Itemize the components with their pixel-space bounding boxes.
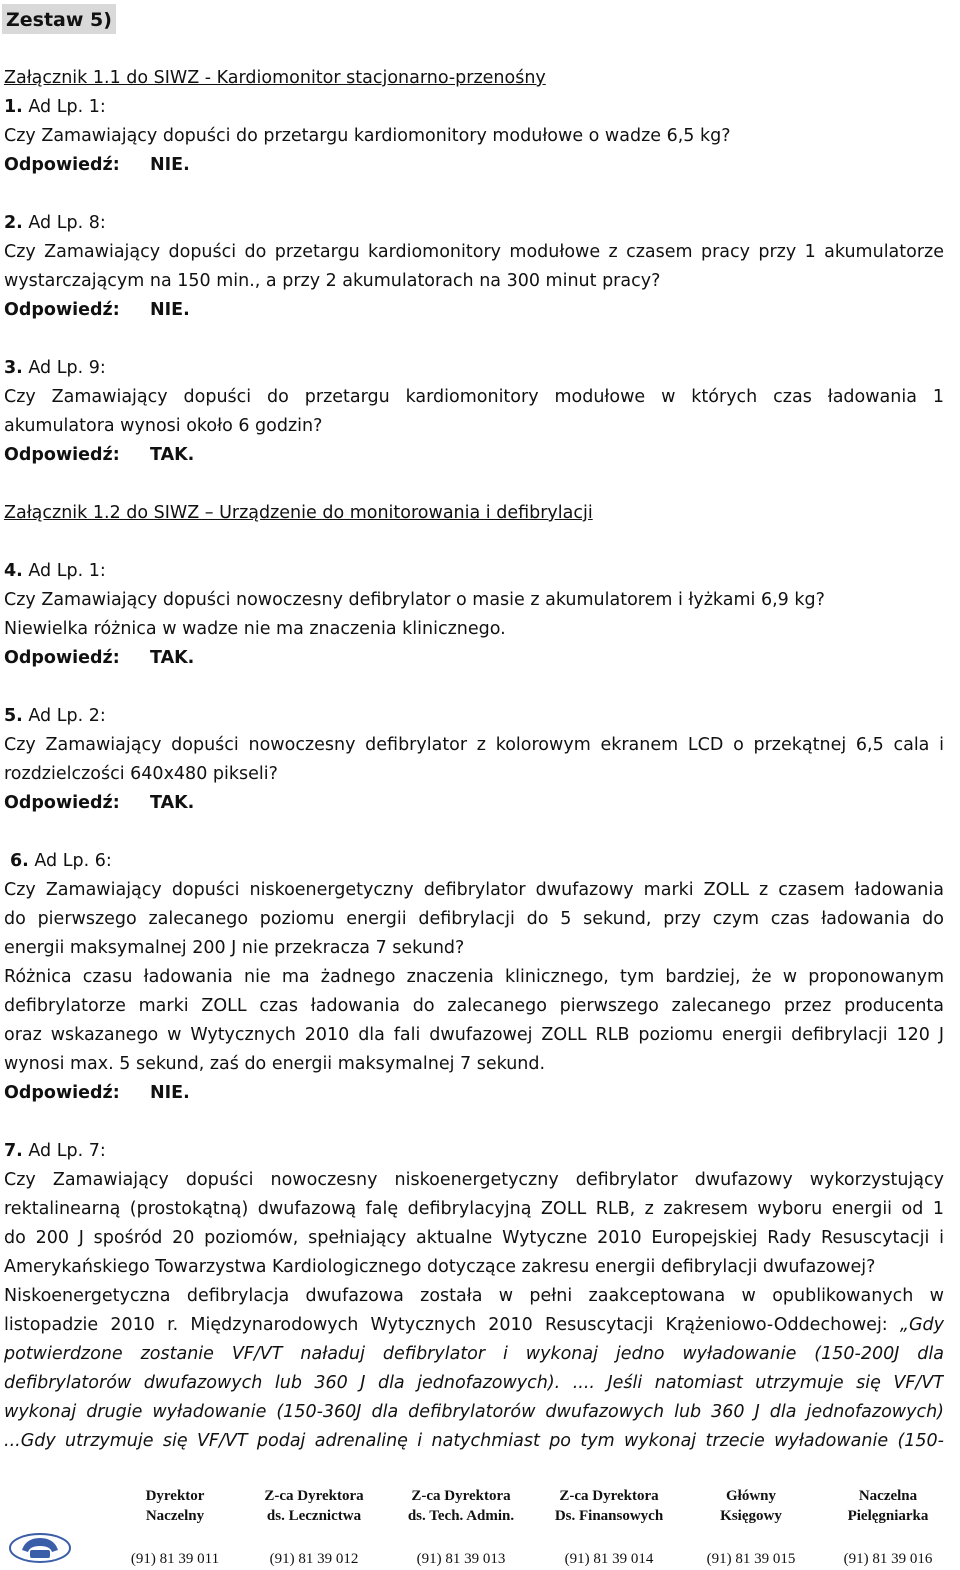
question-7-quote-line: defibrylatorów dwufazowych lub 360 J dla jednofazowych). .... Jeśli natomiast utrzymuje się VF/VT <box>4 1373 944 1393</box>
letterhead-footer <box>0 1478 960 1570</box>
question-5-heading <box>4 702 944 731</box>
question-4-line: Czy Zamawiający dopuści nowoczesny defibrylator o masie z akumulatorem i łyżkami 6,9 kg? <box>4 590 825 610</box>
footer-phone: (91) 81 39 012 <box>269 1551 359 1567</box>
answer-value: TAK. <box>150 445 195 465</box>
footer-col-head-nurse <box>818 1486 958 1526</box>
footer-subtitle: Naczelny <box>145 1508 205 1524</box>
footer-col-deputy-tech <box>391 1486 531 1526</box>
question-3-line: Czy Zamawiający dopuści do przetargu kardiomonitory modułowe w których czas ładowania 1 <box>4 387 944 407</box>
question-5-number: 5. <box>4 706 23 726</box>
question-1-heading <box>4 93 944 122</box>
answer-label: Odpowiedź: <box>4 1083 120 1103</box>
question-6-line: do pierwszego zalecanego poziomu energii defibrylacji do 5 sekund, przy czym czas ładowania do <box>4 909 944 929</box>
question-3-heading <box>4 354 944 383</box>
footer-phone: (91) 81 39 011 <box>130 1551 220 1567</box>
answer-label: Odpowiedź: <box>4 648 120 668</box>
question-5-line: rozdzielczości 640x480 pikseli? <box>4 764 278 784</box>
footer-col-director <box>105 1486 245 1526</box>
question-7-ref: Ad Lp. 7: <box>22 1141 106 1161</box>
answer-value: NIE. <box>150 1083 190 1103</box>
question-4-ref: Ad Lp. 1: <box>22 561 106 581</box>
footer-phone: (91) 81 39 016 <box>843 1551 933 1567</box>
answer-label: Odpowiedź: <box>4 445 120 465</box>
question-7-number: 7. <box>4 1141 23 1161</box>
question-2-heading <box>4 209 944 238</box>
footer-subtitle: ds. Lecznictwa <box>266 1508 362 1524</box>
question-6-line: defibrylatorze marki ZOLL czas ładowania do zalecanego pierwszego zalecanego przez producenta <box>4 996 944 1016</box>
question-6-heading <box>10 847 950 876</box>
set-heading: Zestaw 5) <box>2 4 116 34</box>
question-7-line: Niskoenergetyczna defibrylacja dwufazowa została w pełni zaakceptowana w opublikowanych w <box>4 1286 944 1306</box>
question-6-answer <box>4 1079 944 1108</box>
question-6-line: wynosi max. 5 sekund, zaś do energii maksymalnej 7 sekund. <box>4 1054 546 1074</box>
question-1-answer <box>4 151 944 180</box>
footer-title: Z-ca Dyrektora <box>264 1488 364 1504</box>
footer-subtitle: ds. Tech. Admin. <box>407 1508 515 1524</box>
footer-col-accountant <box>681 1486 821 1526</box>
footer-phone: (91) 81 39 013 <box>416 1551 506 1567</box>
question-6-line: Czy Zamawiający dopuści niskoenergetyczny defibrylator dwufazowy marki ZOLL z czasem ładowania <box>4 880 944 900</box>
question-2-number: 2. <box>4 213 23 233</box>
answer-label: Odpowiedź: <box>4 300 120 320</box>
question-4-heading <box>4 557 944 586</box>
answer-value: NIE. <box>150 300 190 320</box>
question-2-ref: Ad Lp. 8: <box>22 213 106 233</box>
question-1-number: 1. <box>4 97 23 117</box>
question-6-number: 6. <box>10 851 29 871</box>
footer-subtitle: Ds. Finansowych <box>554 1508 664 1524</box>
footer-col-deputy-finance <box>539 1486 679 1526</box>
footer-subtitle: Księgowy <box>720 1508 782 1524</box>
question-7-line: Czy Zamawiający dopuści nowoczesny niskoenergetyczny defibrylator dwufazowy wykorzystujący <box>4 1170 944 1190</box>
question-7-line-mixed <box>4 1311 944 1340</box>
question-2-answer <box>4 296 944 325</box>
question-6-line: Różnica czasu ładowania nie ma żadnego znaczenia klinicznego, tym bardziej, że w proponowanym <box>4 967 944 987</box>
question-3-number: 3. <box>4 358 23 378</box>
question-4-line: Niewielka różnica w wadze nie ma znaczenia klinicznego. <box>4 619 506 639</box>
answer-value: TAK. <box>150 648 195 668</box>
question-7-quote-line: ...Gdy utrzymuje się VF/VT podaj adrenalinę i natychmiast po tym wykonaj trzecie wyładowanie (150- <box>4 1431 944 1451</box>
question-1-ref: Ad Lp. 1: <box>22 97 106 117</box>
question-7-quote-line: wykonaj drugie wyładowanie (150-360J dla defibrylatorów dwufazowych lub 360 J dla jednofazowych) <box>4 1402 944 1422</box>
question-4-answer <box>4 644 944 673</box>
question-6-line: oraz wskazanego w Wytycznych 2010 dla fali dwufazowej ZOLL RLB poziomu energii defibrylacji 120 J <box>4 1025 944 1045</box>
answer-value: NIE. <box>150 155 190 175</box>
question-7-text: listopadzie 2010 r. Międzynarodowych Wytycznych 2010 Resuscytacji Krążeniowo-Oddechowej: <box>4 1315 900 1335</box>
question-3-line: akumulatora wynosi około 6 godzin? <box>4 416 323 436</box>
answer-label: Odpowiedź: <box>4 793 120 813</box>
question-7-line: do 200 J spośród 20 poziomów, spełniający aktualne Wytyczne 2010 Europejskiej Rady Resuscytacji i <box>4 1228 944 1248</box>
footer-phone: (91) 81 39 014 <box>564 1551 654 1567</box>
footer-title: Naczelna <box>858 1488 918 1504</box>
attachment-1-heading: Załącznik 1.1 do SIWZ - Kardiomonitor stacjonarno-przenośny <box>4 68 546 88</box>
question-6-line: energii maksymalnej 200 J nie przekracza 7 sekund? <box>4 938 465 958</box>
question-1-line: Czy Zamawiający dopuści do przetargu kardiomonitory modułowe o wadze 6,5 kg? <box>4 126 731 146</box>
question-4-number: 4. <box>4 561 23 581</box>
footer-col-deputy-medical <box>244 1486 384 1526</box>
question-7-quote-start: „Gdy <box>899 1315 944 1335</box>
footer-phone: (91) 81 39 015 <box>706 1551 796 1567</box>
question-5-answer <box>4 789 944 818</box>
question-3-ref: Ad Lp. 9: <box>22 358 106 378</box>
footer-title: Z-ca Dyrektora <box>559 1488 659 1504</box>
question-7-heading <box>4 1137 944 1166</box>
question-2-line: wystarczającym na 150 min., a przy 2 akumulatorach na 300 minut pracy? <box>4 271 661 291</box>
footer-title: Z-ca Dyrektora <box>411 1488 511 1504</box>
answer-label: Odpowiedź: <box>4 155 120 175</box>
telephone-logo-icon <box>8 1528 72 1564</box>
question-2-line: Czy Zamawiający dopuści do przetargu kardiomonitory modułowe z czasem pracy przy 1 akumulatorze <box>4 242 944 262</box>
footer-title: Główny <box>725 1488 776 1504</box>
question-7-line: Amerykańskiego Towarzystwa Kardiologicznego dotyczące zakresu energii defibrylacji dwufazowej? <box>4 1257 876 1277</box>
question-5-line: Czy Zamawiający dopuści nowoczesny defibrylator z kolorowym ekranem LCD o przekątnej 6,5 cala i <box>4 735 944 755</box>
attachment-2-heading: Załącznik 1.2 do SIWZ – Urządzenie do monitorowania i defibrylacji <box>4 503 593 523</box>
question-5-ref: Ad Lp. 2: <box>22 706 106 726</box>
question-7-line: rektalinearną (prostokątną) dwufazową falę defibrylacyjną ZOLL RLB, z zakresem wyboru energii od 1 <box>4 1199 944 1219</box>
footer-title: Dyrektor <box>145 1488 205 1504</box>
question-6-ref: Ad Lp. 6: <box>28 851 112 871</box>
answer-value: TAK. <box>150 793 195 813</box>
question-7-quote-line: potwierdzone zostanie VF/VT naładuj defibrylator i wykonaj jedno wyładowanie (150-200J dla <box>4 1344 944 1364</box>
footer-subtitle: Pielęgniarka <box>847 1508 929 1524</box>
question-3-answer <box>4 441 944 470</box>
